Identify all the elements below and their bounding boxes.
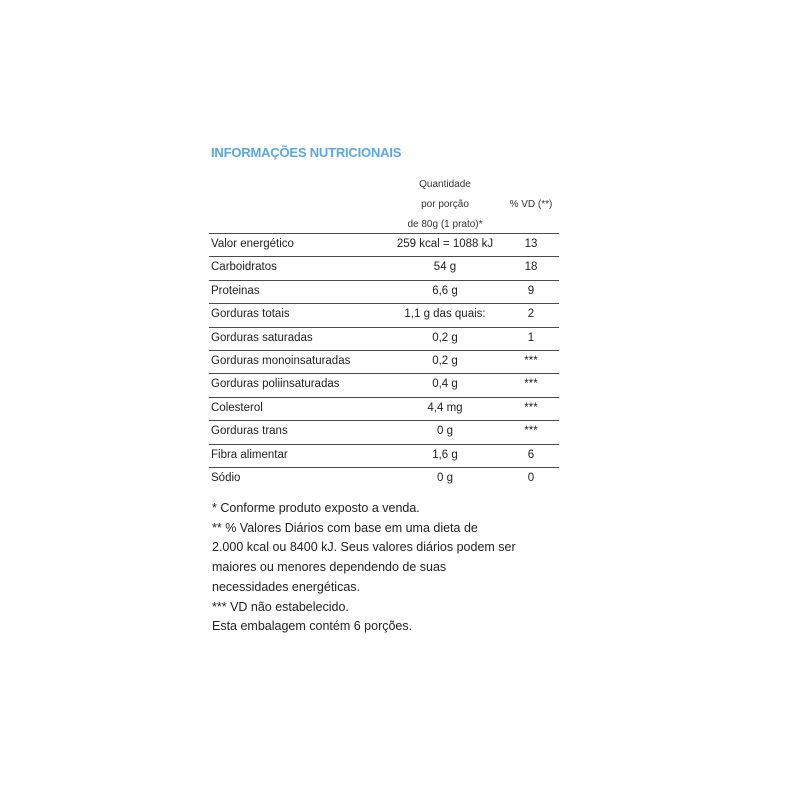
nutrient-name: Proteinas (211, 284, 260, 297)
nutrient-name: Gorduras poliinsaturadas (211, 378, 340, 391)
nutrient-vd: *** (524, 378, 538, 391)
nutrient-vd: 0 (527, 471, 535, 484)
table-header (209, 172, 559, 234)
footnote-line: maiores ou menores dependendo de suas (212, 560, 447, 575)
nutrient-vd: *** (524, 354, 538, 367)
nutrient-quantity: 0,4 g (432, 378, 458, 391)
quantity-header-line: por porção (421, 199, 469, 210)
footnote-line: ** % Valores Diários com base em uma dieta de (212, 520, 478, 535)
vd-column-header: % VD (**) (509, 199, 553, 210)
nutrient-name: Gorduras totais (211, 308, 290, 321)
quantity-header-line: Quantidade (419, 179, 471, 190)
table-row (209, 421, 559, 444)
table-row (209, 398, 559, 421)
nutrient-quantity: 54 g (433, 261, 457, 274)
table-row (209, 468, 559, 491)
table-row (209, 281, 559, 304)
nutrient-name: Colesterol (211, 401, 263, 414)
footnote-line: 2.000 kcal ou 8400 kJ. Seus valores diários podem ser (212, 540, 516, 555)
quantity-column-header (385, 175, 505, 235)
nutrient-quantity: 4,4 mg (427, 401, 463, 414)
nutrient-vd: 13 (524, 238, 538, 250)
table-row (209, 234, 559, 257)
nutrient-name: Carboidratos (211, 261, 277, 274)
page-title: INFORMAÇÕES NUTRICIONAIS (211, 145, 402, 160)
nutrient-name: Gorduras saturadas (211, 331, 313, 344)
table-row (209, 374, 559, 397)
quantity-header-line: de 80g (1 prato)* (407, 219, 483, 230)
nutrient-vd: *** (524, 401, 538, 414)
nutrient-name: Fibra alimentar (211, 448, 288, 461)
nutrient-name: Gorduras trans (211, 425, 288, 438)
footnote-line: *** VD não estabelecido. (212, 599, 349, 614)
nutrient-quantity: 0,2 g (432, 331, 458, 344)
nutrient-name: Sódio (211, 471, 241, 484)
footnote-line: necessidades energéticas. (212, 579, 361, 594)
nutrient-name: Gorduras monoinsaturadas (211, 354, 351, 367)
nutrient-vd: *** (524, 425, 538, 438)
table-row (209, 257, 559, 280)
nutrient-quantity: 1,1 g das quais: (404, 308, 486, 321)
nutrient-quantity: 1,6 g (432, 448, 458, 461)
nutrient-quantity: 0 g (437, 471, 453, 484)
nutrient-vd: 18 (524, 261, 538, 274)
nutrient-quantity: 6,6 g (432, 284, 458, 297)
nutrient-vd: 9 (527, 284, 535, 297)
table-row (209, 304, 559, 327)
table-row (209, 445, 559, 468)
footnote-line: * Conforme produto exposto a venda. (212, 501, 420, 515)
nutrient-quantity: 0 g (437, 425, 453, 438)
footnotes (212, 499, 572, 637)
footnote-line: Esta embalagem contém 6 porções. (212, 619, 413, 634)
nutrient-vd: 1 (527, 331, 535, 344)
nutrient-quantity: 259 kcal = 1088 kJ (396, 238, 494, 250)
nutrient-vd: 6 (527, 448, 535, 461)
nutrient-name: Valor energético (211, 238, 294, 250)
nutrition-table (209, 172, 559, 491)
nutrient-quantity: 0,2 g (432, 354, 458, 367)
table-row (209, 328, 559, 351)
nutrient-vd: 2 (527, 308, 535, 321)
table-row (209, 351, 559, 374)
